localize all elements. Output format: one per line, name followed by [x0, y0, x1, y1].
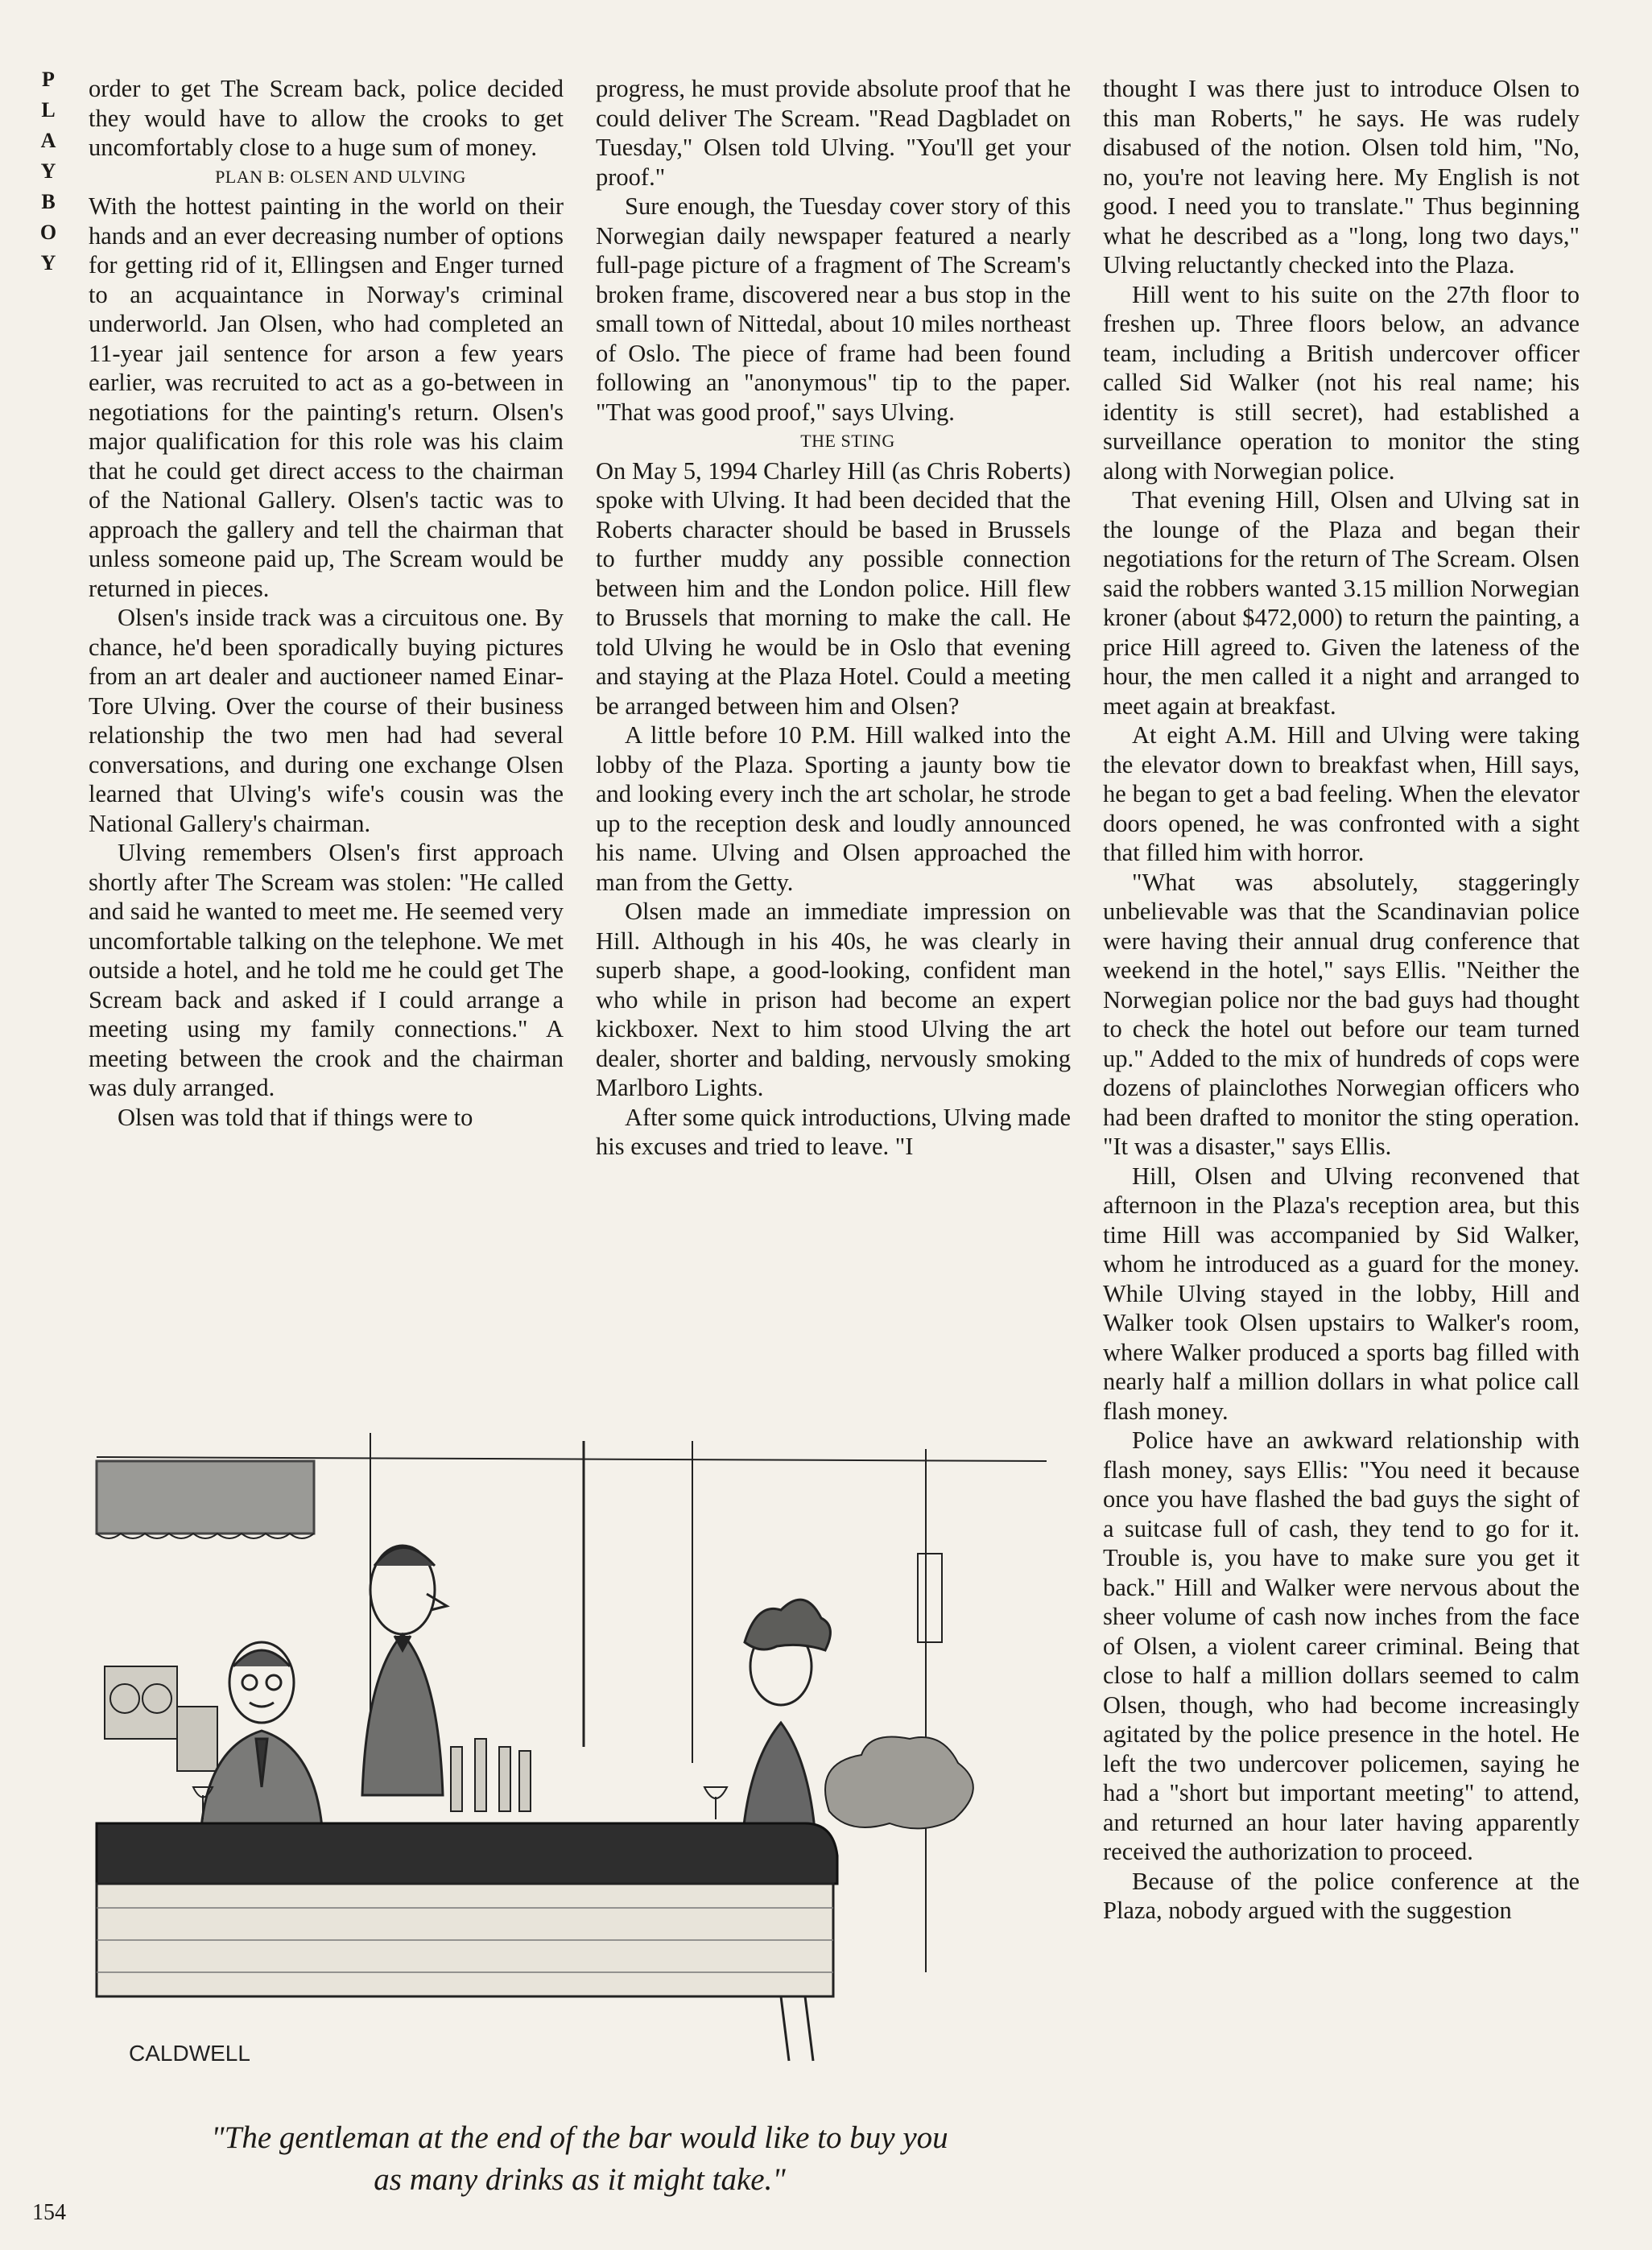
paragraph: Olsen was told that if things were to — [118, 1103, 473, 1131]
paragraph: "What was absolutely, staggeringly unbelievable was that the Scandinavian police were having their annual drug conference that weekend in the hotel," says Ellis. "Neither the Norwegian police nor the bad guys had thought to check the hotel out before our team turned up." Added to the mix of hundreds of cops were dozens of plainclothes Norwegian officers who had been drafted to monitor the sting operation. "It was a disaster," says Ellis. — [1103, 868, 1580, 1160]
caption-line: "The gentleman at the end of the bar would like to buy you — [211, 2120, 948, 2155]
runner-letter: Y — [40, 159, 56, 183]
paragraph: With the hottest painting in the world on their hands and an ever decreasing number of options for getting rid of it, Ellingsen and Enger turned to an acquaintance in Norway's criminal underworld. Jan Olsen, who had completed an 11-year jail sentence for arson a few years earlier, was recruited to act as a go-between in negotiations for the painting's return. Olsen's major qualification for this role was his claim that he could get direct access to the chairman of the National Gallery. Olsen's tactic was to approach the gallery and tell the chairman that unless someone paid up, The Scream would be returned in pieces. — [89, 192, 564, 602]
bar-cartoon-illustration — [81, 1425, 1071, 2109]
runner-letter: Y — [40, 251, 56, 275]
page-number: 154 — [32, 2200, 66, 2225]
paragraph: Police have an awkward relationship with flash money, says Ellis: "You need it because once you have flashed the bad guys the sight of a suitcase full of cash, they tend to go for it. Trouble is, you have to make sure you get it back." Hill and Walker were nervous about the sheer volume of cash now inches from the face of Olsen, a violent career criminal. Being that close to half a million dollars seemed to calm Olsen, though, who had become increasingly agitated by the police presence in the hotel. He left the two undercover policemen, saying he had a "short but important meeting" to attend, and returned an hour later having apparently received the authorization to proceed. — [1103, 1426, 1580, 1865]
paragraph: thought I was there just to introduce Olsen to this man Roberts," he says. He was rudely disabused of the notion. Olsen told him, "No, no, you're not leaving here. My English is not good. I need you to translate." Thus beginning what he described as a "long, long two days," Ulving reluctantly checked into the Plaza. — [1103, 75, 1580, 279]
paragraph: A little before 10 P.M. Hill walked into the lobby of the Plaza. Sporting a jaunty bow tie and looking every inch the art scholar, he strode up to the reception desk and loudly announced his name. Ulving and Olsen approached the man from the Getty. — [596, 721, 1071, 896]
section-subhead: THE STING — [800, 431, 895, 451]
caption-line: as many drinks as it might take." — [374, 2162, 786, 2197]
paragraph: Olsen made an immediate impression on Hill. Although in his 40s, he was clearly in superb shape, a good-looking, confident man who while in prison had become an expert kickboxer. Next to him stood Ulving the art dealer, shorter and balding, nervously smoking Marlboro Lights. — [596, 898, 1071, 1101]
paragraph: At eight A.M. Hill and Ulving were taking the elevator down to breakfast when, Hill says, he began to get a bad feeling. When the elevator doors opened, he was confronted with a sight that filled him with horror. — [1103, 721, 1580, 866]
section-subhead: PLAN B: OLSEN AND ULVING — [215, 166, 466, 187]
paragraph: Hill went to his suite on the 27th floor to freshen up. Three floors below, an advance team, including a British undercover officer called Sid Walker (not his real name; his identity is still secret), had established a surveillance operation to monitor the sting along with Norwegian police. — [1103, 280, 1580, 485]
runner-letter: B — [41, 190, 56, 213]
article-column-1 — [89, 74, 564, 1132]
paragraph: Because of the police conference at the Plaza, nobody argued with the suggestion — [1103, 1867, 1580, 1924]
runner-letter: O — [39, 221, 57, 244]
article-column-2 — [596, 74, 1071, 1162]
paragraph: Hill, Olsen and Ulving reconvened that afternoon in the Plaza's reception area, but this time Hill was accompanied by Sid Walker, whom he introduced as a guard for the money. While Ulving stayed in the lobby, Hill and Walker took Olsen upstairs to Walker's room, where Walker produced a sports bag filled with nearly half a million dollars in what police call flash money. — [1103, 1162, 1580, 1425]
paragraph: On May 5, 1994 Charley Hill (as Chris Roberts) spoke with Ulving. It had been decided that the Roberts character should be based in Brussels to further muddy any possible connection between him and the London police. Hill flew to Brussels that morning to make the call. He told Ulving he would be in Oslo that evening and staying at the Plaza Hotel. Could a meeting be arranged between him and Olsen? — [596, 456, 1071, 720]
cartoon-caption — [89, 2117, 1071, 2201]
paragraph: order to get The Scream back, police decided they would have to allow the crooks to get uncomfortably close to a huge sum of money. — [89, 75, 564, 161]
cartoonist-signature: CALDWELL — [129, 2041, 250, 2066]
paragraph: progress, he must provide absolute proof that he could deliver The Scream. "Read Dagbladet on Tuesday," Olsen told Ulving. "You'll get your proof." — [596, 75, 1071, 191]
paragraph: Ulving remembers Olsen's first approach shortly after The Scream was stolen: "He called and said he wanted to meet me. He seemed very uncomfortable talking on the telephone. We met outside a hotel, and he told me he could get The Scream back and asked if I could arrange a meeting using my family connections." A meeting between the crook and the chairman was duly arranged. — [89, 839, 564, 1101]
magazine-runner — [32, 64, 64, 279]
runner-letter: L — [41, 98, 56, 122]
runner-letter: A — [40, 129, 56, 152]
article-column-3 — [1103, 74, 1580, 2248]
paragraph: That evening Hill, Olsen and Ulving sat in the lounge of the Plaza and began their negotiations for the return of The Scream. Olsen said the robbers wanted 3.15 million Norwegian kroner (about $472,000) to return the painting, a price Hill agreed to. Given the lateness of the hour, the men called it a night and arranged to meet again at breakfast. — [1103, 486, 1580, 720]
paragraph: Olsen's inside track was a circuitous one. By chance, he'd been sporadically buying pictures from an art dealer and auctioneer named Einar-Tore Ulving. Over the course of their business relationship the two men had had several conversations, and during one exchange Olsen learned that Ulving's wife's cousin was the National Gallery's chairman. — [89, 604, 564, 837]
runner-letter: P — [42, 68, 55, 91]
paragraph: After some quick introductions, Ulving made his excuses and tried to leave. "I — [596, 1103, 1071, 1160]
paragraph: Sure enough, the Tuesday cover story of this Norwegian daily newspaper featured a nearly full-page picture of a fragment of The Scream's broken frame, discovered near a bus stop in the small town of Nittedal, about 10 miles northeast of Oslo. The piece of frame had been found following an "anonymous" tip to the paper. "That was good proof," says Ulving. — [596, 192, 1071, 426]
